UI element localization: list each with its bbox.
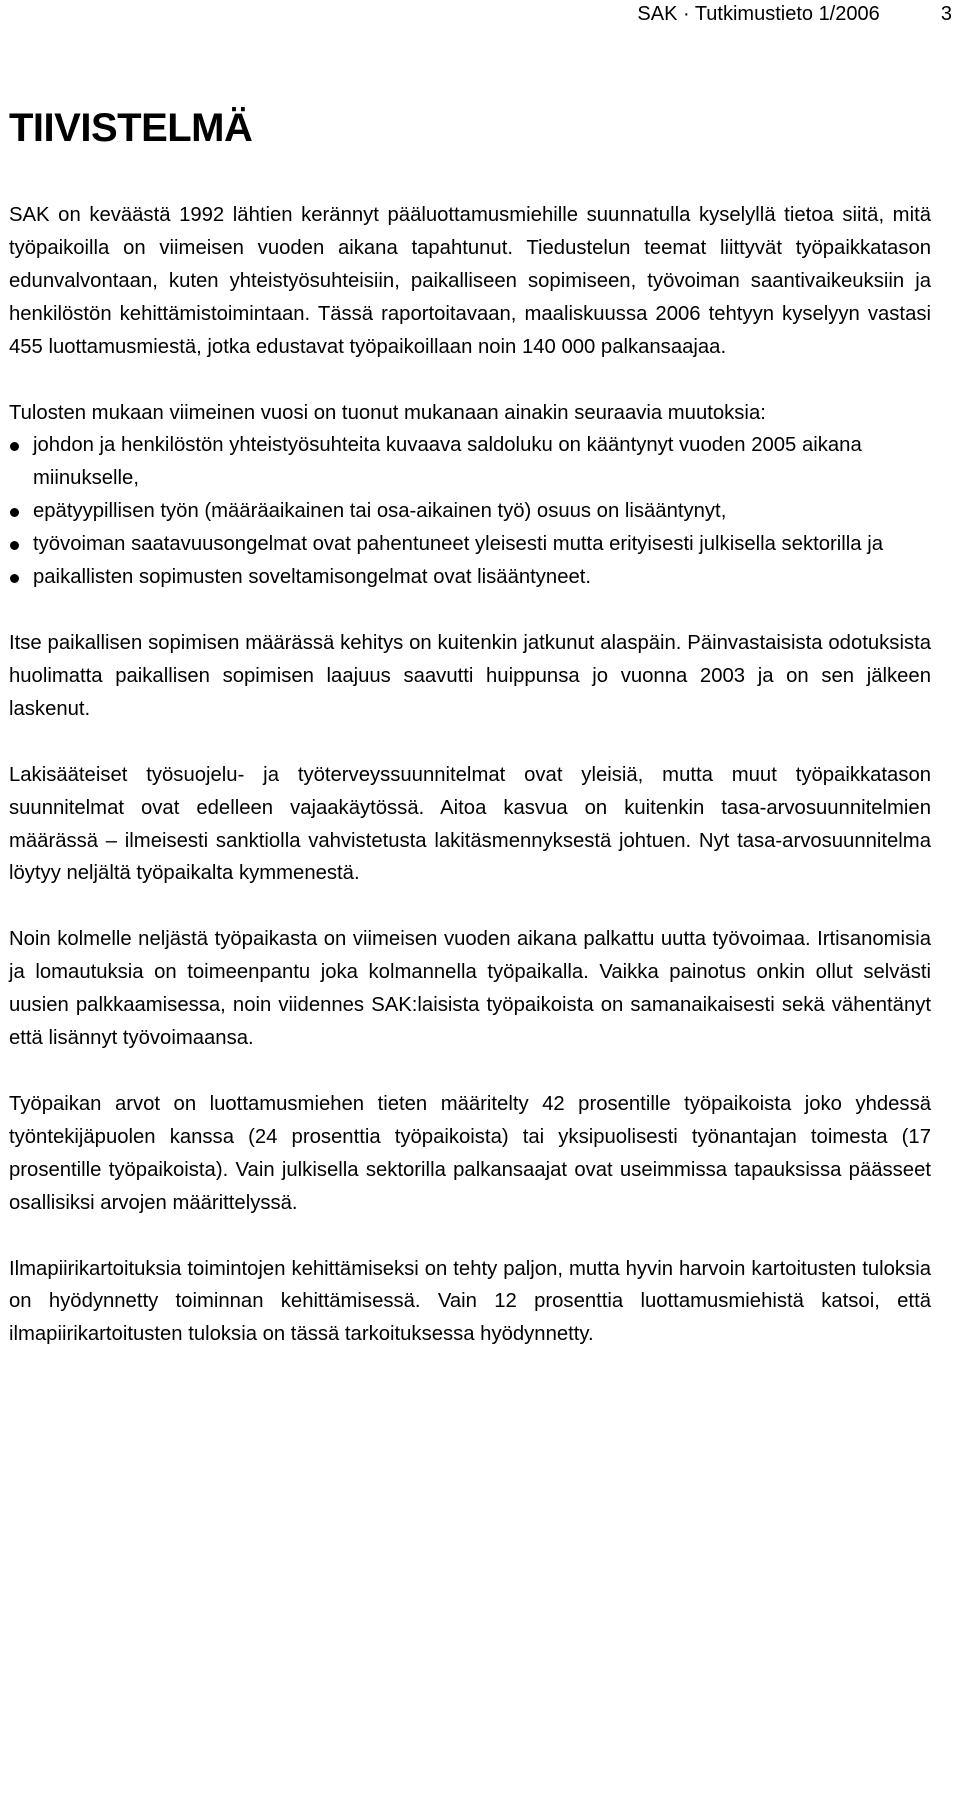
page-number: 3 — [940, 3, 952, 25]
local-bargaining-paragraph: Itse paikallisen sopimisen määrässä kehitys on kuitenkin jatkunut alaspäin. Päinvastaisista odotuksista huolimatta paikallisen sopimisen laajuus saavutti huippunsa jo vuonna 2003 ja on sen jälkeen laskenut. — [9, 631, 931, 720]
workplace-plans-paragraph: Lakisääteiset työsuojelu- ja työterveyssuunnitelmat ovat yleisiä, mutta muut työpaikkatason suunnitelmat ovat edelleen vajaakäytössä. Aitoa kasvua on kuitenkin tasa-arvosuunnitelmien määrässä – ilmeisesti sanktiolla vahvistetusta lakitäsmennyksestä johtuen. Nyt tasa-arvosuunnitelma löytyy neljältä työpaikalta kymmenestä. — [9, 763, 931, 885]
list-item — [9, 429, 931, 495]
list-item — [9, 561, 931, 594]
page-title: TIIVISTELMÄ — [9, 106, 253, 150]
workplace-values-paragraph: Työpaikan arvot on luottamusmiehen tieten määritelty 42 prosentille työpaikoista joko yhdessä työntekijäpuolen kanssa (24 prosenttia työpaikoista) tai yksipuolisesti työnantajan toimesta (17 prosentille työpaikoista). Vain julkisella sektorilla palkansaajat ovat useimmissa tapauksissa päässeet osallisiksi arvojen määrittelyssä. — [9, 1092, 931, 1214]
bullet-icon — [10, 442, 19, 451]
running-header — [637, 2, 952, 26]
climate-survey-paragraph: Ilmapiirikartoituksia toimintojen kehittämiseksi on tehty paljon, mutta hyvin harvoin kartoitusten tuloksia on hyödynnetty toiminnan kehittämisessä. Vain 12 prosenttia luottamusmiehistä katsoi, että ilmapiirikartoitusten tuloksia on tässä tarkoituksessa hyödynnetty. — [9, 1257, 931, 1346]
list-item-text: työvoiman saatavuusongelmat ovat pahentuneet yleisesti mutta erityisesti julkisella sektorilla ja — [33, 533, 883, 556]
summary-body — [9, 199, 931, 1351]
changes-list — [9, 429, 931, 594]
list-item-text: paikallisten sopimusten soveltamisongelmat ovat lisääntyneet. — [33, 566, 592, 589]
running-title: SAK · Tutkimustieto 1/2006 — [637, 3, 880, 25]
intro-paragraph: SAK on keväästä 1992 lähtien kerännyt pääluottamusmiehille suunnatulla kyselyllä tietoa siitä, mitä työpaikoilla on viimeisen vuoden aikana tapahtunut. Tiedustelun teemat liittyvät työpaikkatason edunvalvontaan, kuten yhteistyösuhteisiin, paikalliseen sopimiseen, työvoiman saantivaikeuksiin ja henkilöstön kehittämistoimintaan. Tässä raportoitavaan, maaliskuussa 2006 tehtyyn kyselyyn vastasi 455 luottamusmiestä, jotka edustavat työpaikoillaan noin 140 000 palkansaajaa. — [9, 204, 931, 358]
bullet-icon — [10, 541, 19, 550]
results-lead-paragraph: Tulosten mukaan viimeinen vuosi on tuonut mukanaan ainakin seuraavia muutoksia: — [9, 401, 766, 424]
list-item-text: johdon ja henkilöstön yhteistyösuhteita kuvaava saldoluku on kääntynyt vuoden 2005 aikana miinukselle, — [33, 434, 862, 490]
list-item — [9, 528, 931, 561]
bullet-icon — [10, 574, 19, 583]
hiring-paragraph: Noin kolmelle neljästä työpaikasta on viimeisen vuoden aikana palkattu uutta työvoimaa. Irtisanomisia ja lomautuksia on toimeenpantu joka kolmannella työpaikalla. Vaikka painotus onkin ollut selvästi uusien palkkaamisessa, noin viidennes SAK:laisista työpaikoista on samanaikaisesti sekä vähentänyt että lisännyt työvoimaansa. — [9, 928, 931, 1050]
bullet-icon — [10, 508, 19, 517]
header-spacer — [885, 3, 935, 25]
list-item — [9, 495, 931, 528]
list-item-text: epätyypillisen työn (määräaikainen tai osa-aikainen työ) osuus on lisääntynyt, — [33, 500, 727, 523]
